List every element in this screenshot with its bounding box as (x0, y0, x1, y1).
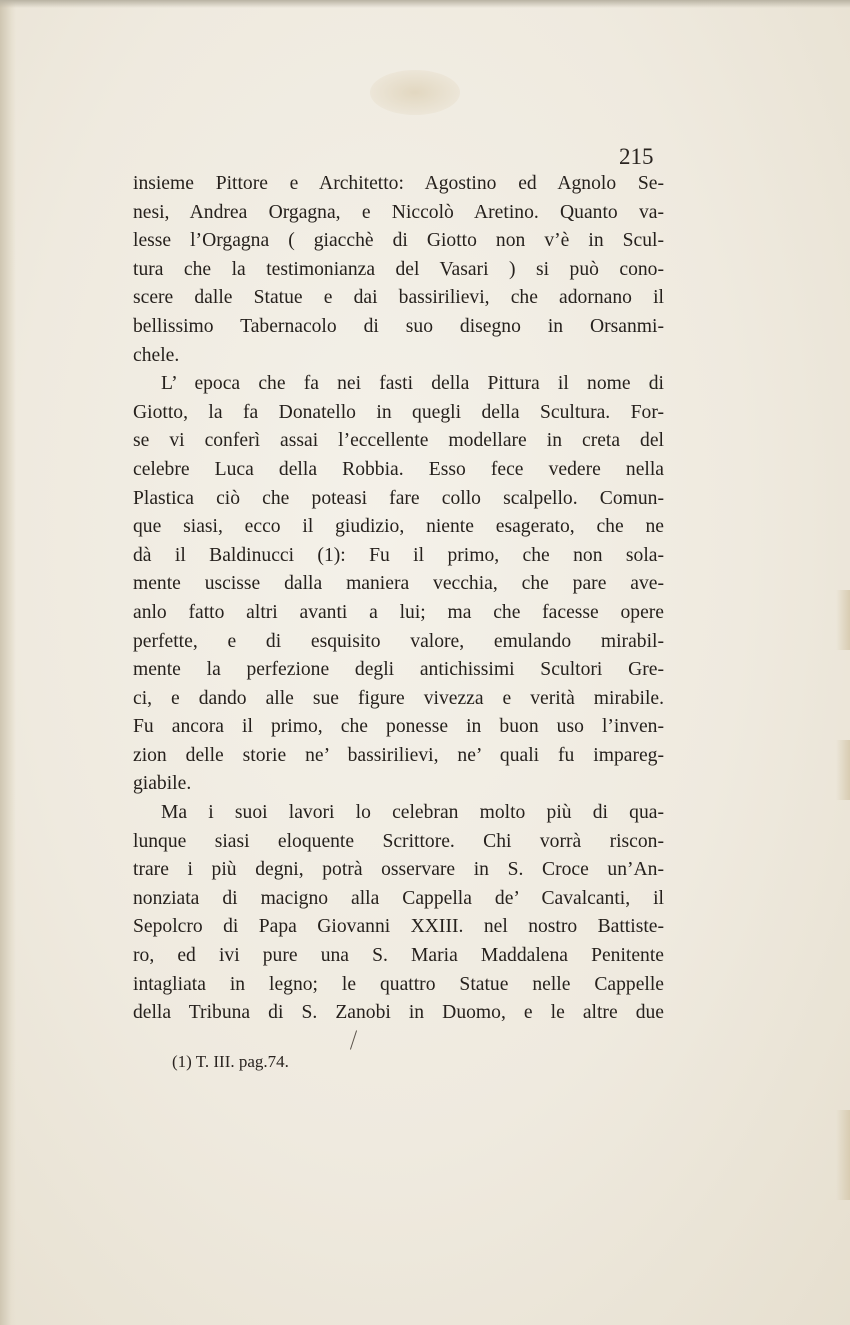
text-line: lesse l’Orgagna ( giacchè di Giotto non v’è in Scul- (133, 230, 664, 252)
text-line: mente uscisse dalla maniera vecchia, che pare ave- (133, 573, 664, 595)
paper-stain (370, 70, 460, 115)
pen-mark (350, 1030, 357, 1049)
text-line: lunque siasi eloquente Scrittore. Chi vorrà riscon- (133, 830, 664, 852)
text-line: dà il Baldinucci (1): Fu il primo, che non sola- (133, 544, 664, 566)
footnote: (1) T. III. pag.74. (172, 1052, 289, 1071)
text-line: insieme Pittore e Architetto: Agostino ed Agnolo Se- (133, 173, 664, 194)
text-line: della Tribuna di S. Zanobi in Duomo, e le altre due (133, 1002, 664, 1024)
text-line: ro, ed ivi pure una S. Maria Maddalena Penitente (133, 945, 664, 967)
text-line: se vi conferì assai l’eccellente modellare in creta del (133, 430, 664, 452)
text-line: intagliata in legno; le quattro Statue nelle Cappelle (133, 973, 664, 995)
text-line: ci, e dando alle sue figure vivezza e verità mirabile. (133, 687, 664, 709)
text-line: Plastica ciò che poteasi fare collo scalpello. Comun- (133, 487, 664, 509)
body-text (133, 170, 664, 1028)
page-top-edge (0, 0, 850, 8)
text-line: que siasi, ecco il giudizio, niente esagerato, che ne (133, 516, 664, 538)
text-line: Ma i suoi lavori lo celebran molto più di qua- (161, 802, 664, 824)
page-edge-wear (836, 590, 850, 650)
page-edge-wear (836, 1110, 850, 1200)
text-line: tura che la testimonianza del Vasari ) si può cono- (133, 258, 664, 280)
text-line: trare i più degni, potrà osservare in S. Croce un’An- (133, 859, 664, 881)
text-line: nonziata di macigno alla Cappella de’ Cavalcanti, il (133, 887, 664, 909)
text-line: Sepolcro di Papa Giovanni XXIII. nel nostro Battiste- (133, 916, 664, 938)
text-line: mente la perfezione degli antichissimi Scultori Gre- (133, 659, 664, 681)
text-line: perfette, e di esquisito valore, emulando mirabil- (133, 630, 664, 652)
page-left-edge (0, 0, 16, 1325)
text-line: chele. (133, 344, 180, 366)
page-number: 215 (619, 144, 654, 169)
text-line: scere dalle Statue e dai bassirilievi, che adornano il (133, 287, 664, 309)
text-line: anlo fatto altri avanti a lui; ma che facesse opere (133, 601, 664, 623)
text-line: Giotto, la fa Donatello in quegli della Scultura. For- (133, 401, 664, 423)
page-edge-wear (836, 740, 850, 800)
text-line: giabile. (133, 773, 192, 795)
text-line: zion delle storie ne’ bassirilievi, ne’ quali fu impareg- (133, 744, 664, 766)
text-line: celebre Luca della Robbia. Esso fece vedere nella (133, 458, 664, 480)
text-line: L’ epoca che fa nei fasti della Pittura il nome di (161, 373, 664, 395)
text-line: nesi, Andrea Orgagna, e Niccolò Aretino. Quanto va- (133, 201, 664, 223)
text-line: bellissimo Tabernacolo di suo disegno in Orsanmi- (133, 315, 664, 337)
text-line: Fu ancora il primo, che ponesse in buon uso l’inven- (133, 716, 664, 738)
